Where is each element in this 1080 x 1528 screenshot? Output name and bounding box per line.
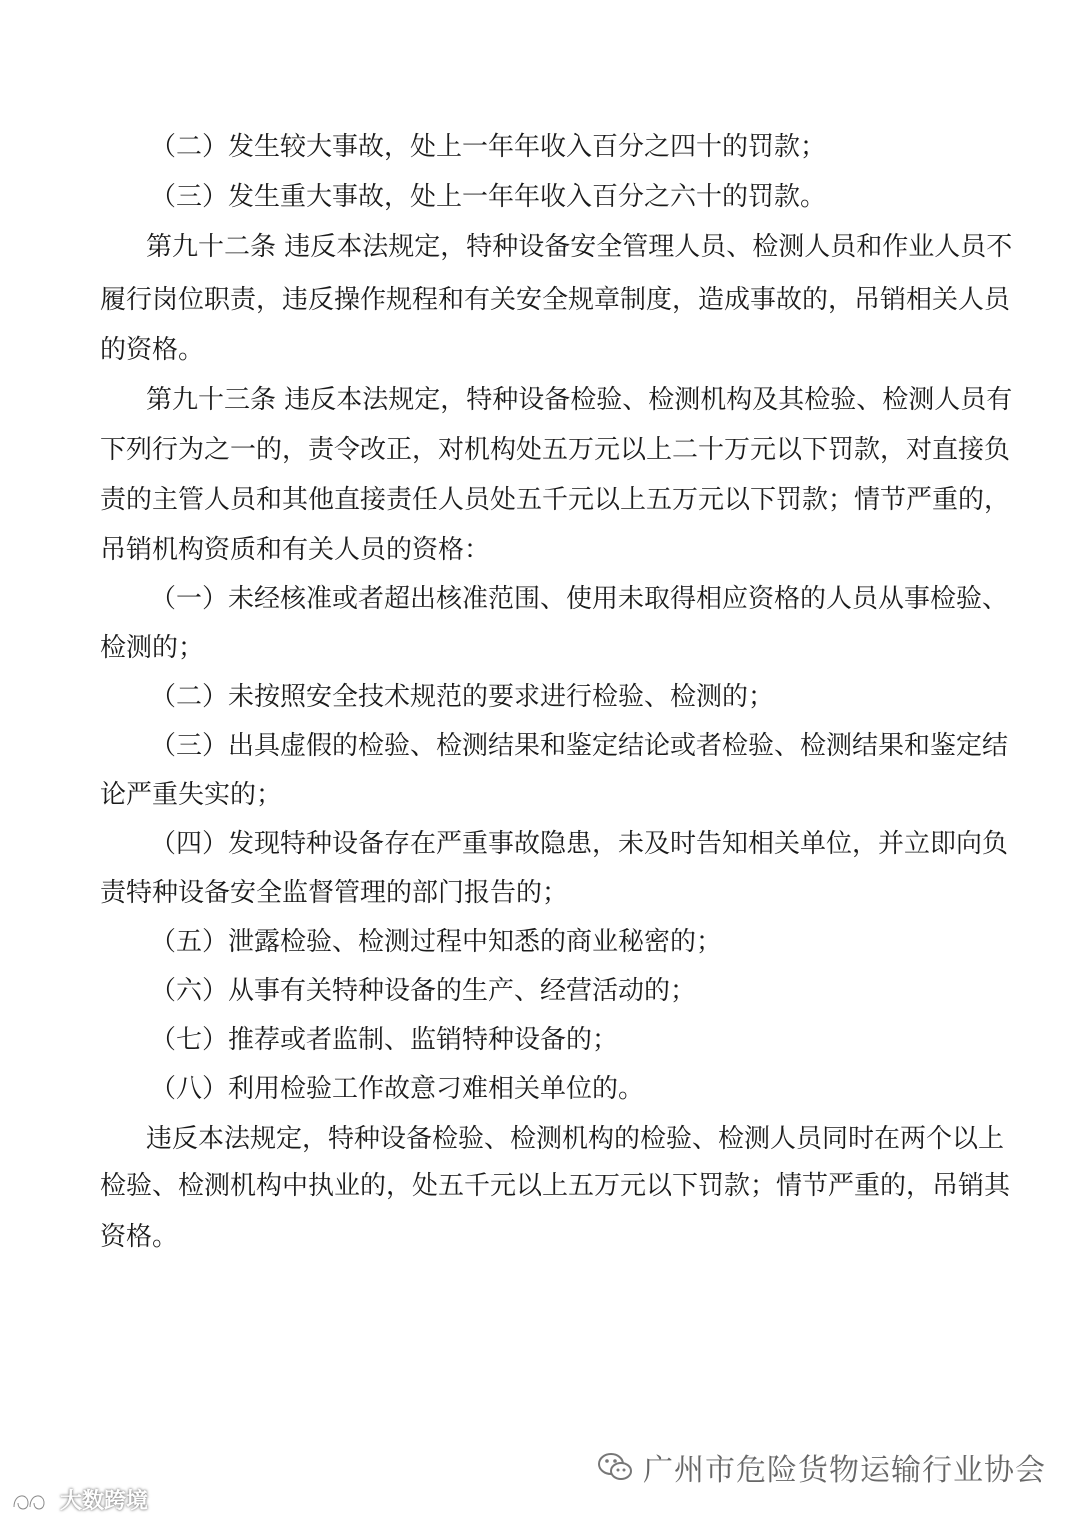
paragraph-line-1: （二）发生较大事故，处上一年年收入百分之四十的罚款；: [150, 132, 827, 162]
closing-paragraph-line-2: 检验、检测机构中执业的，处五千元以上五万元以下罚款；情节严重的，吊销其: [100, 1171, 1011, 1201]
article-93-line-3: 责的主管人员和其他直接责任人员处五千元以上五万元以下罚款；情节严重的，: [100, 485, 1011, 515]
item-8-line: （八）利用检验工作故意刁难相关单位的。: [150, 1074, 645, 1104]
article-93-line-4: 吊销机构资质和有关人员的资格：: [100, 535, 491, 565]
brand-logo: [10, 1484, 148, 1515]
brand-logo-text: 大数跨境: [60, 1489, 149, 1514]
article-93-line-1: 第九十三条 违反本法规定，特种设备检验、检测机构及其检验、检测人员有: [146, 385, 1013, 415]
item-1-line-2: 检测的；: [100, 633, 205, 663]
item-4-line-1: （四）发现特种设备存在严重事故隐患，未及时告知相关单位，并立即向负: [150, 829, 1009, 859]
item-3-line-1: （三）出具虚假的检验、检测结果和鉴定结论或者检验、检测结果和鉴定结: [150, 731, 1009, 761]
item-3-line-2: 论严重失实的；: [100, 780, 283, 810]
article-93-line-2: 下列行为之一的，责令改正，对机构处五万元以上二十万元以下罚款，对直接负: [100, 435, 1011, 465]
paragraph-line-2: （三）发生重大事故，处上一年年收入百分之六十的罚款。: [150, 182, 827, 212]
watermark-text: 广州市危险货物运输行业协会: [643, 1453, 1046, 1488]
article-92-line-2: 履行岗位职责，违反操作规程和有关安全规章制度，造成事故的，吊销相关人员: [100, 285, 1011, 315]
closing-paragraph-line-1: 违反本法规定，特种设备检验、检测机构的检验、检测人员同时在两个以上: [146, 1124, 1005, 1154]
wechat-icon: [595, 1447, 635, 1487]
item-4-line-2: 责特种设备安全监督管理的部门报告的；: [100, 878, 569, 908]
article-92-line-3: 的资格。: [100, 335, 205, 365]
closing-paragraph-line-3: 资格。: [100, 1222, 179, 1252]
item-1-line-1: （一）未经核准或者超出核准范围、使用未取得相应资格的人员从事检验、: [150, 584, 1009, 614]
wechat-watermark: [595, 1445, 1046, 1489]
item-6-line: （六）从事有关特种设备的生产、经营活动的；: [150, 976, 697, 1006]
item-7-line: （七）推荐或者监制、监销特种设备的；: [150, 1025, 619, 1055]
item-5-line: （五）泄露检验、检测过程中知悉的商业秘密的；: [150, 927, 723, 957]
brand-logo-icon: [10, 1485, 54, 1515]
item-2-line: （二）未按照安全技术规范的要求进行检验、检测的；: [150, 682, 775, 712]
article-92-line-1: 第九十二条 违反本法规定，特种设备安全管理人员、检测人员和作业人员不: [146, 232, 1013, 262]
